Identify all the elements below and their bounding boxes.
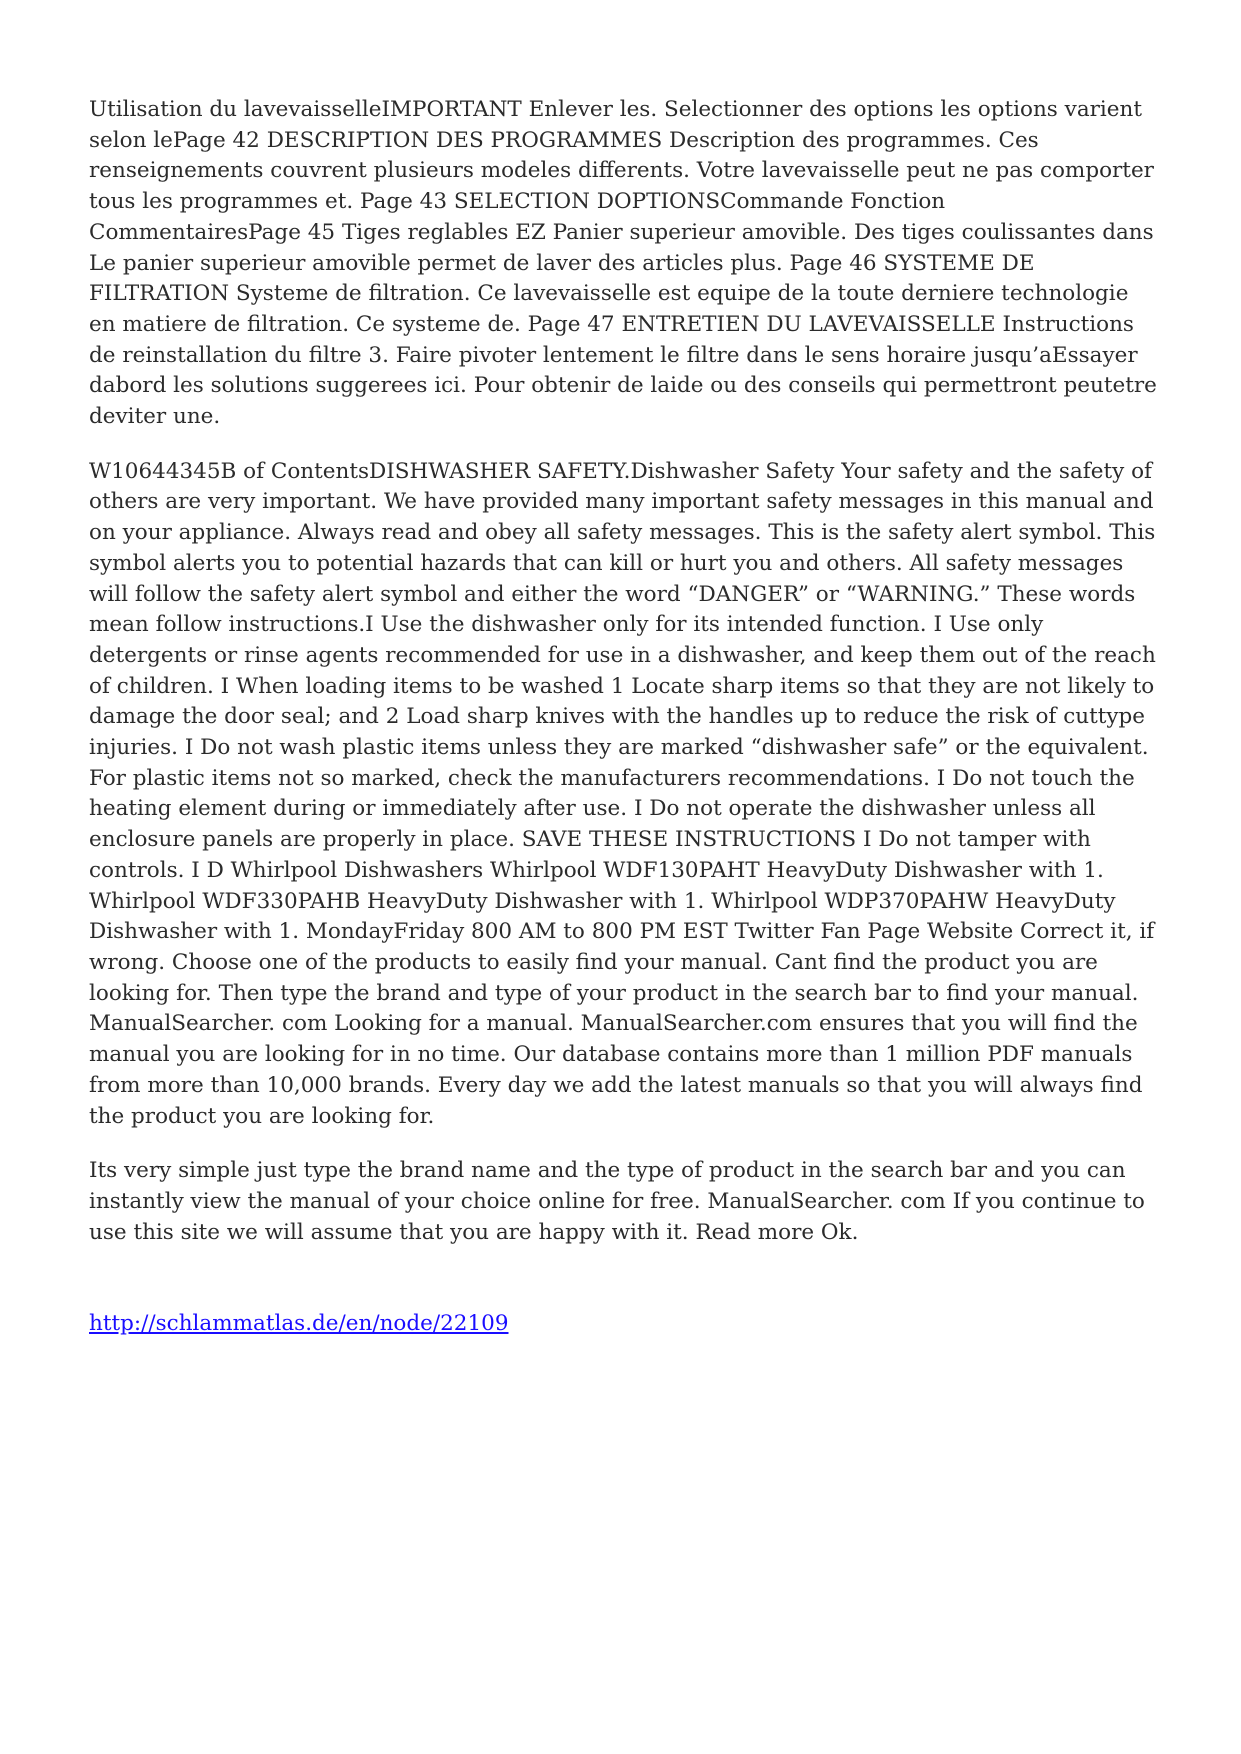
paragraph-search-notice: Its very simple just type the brand name and the type of product in the search bar and you can instantly view the manual of your choice online for free. ManualSearcher. com If you continue to use this site we will assume that you are happy with it. Read more Ok. <box>89 1158 1145 1245</box>
paragraph-dishwasher-safety: W10644345B of ContentsDISHWASHER SAFETY.Dishwasher Safety Your safety and the safety of others are very important. We have provided many important safety messages in this manual and on your appliance. Always read and obey all safety messages. This is the safety alert symbol. This symbol alerts you to potential hazards that can kill or hurt you and others. All safety messages will follow the safety alert symbol and either the word “DANGER” or “WARNING.” These words mean follow instructions.I Use the dishwasher only for its intended function. I Use only detergents or rinse agents recommended for use in a dishwasher, and keep them out of the reach of children. I When loading items to be washed 1 Locate sharp items so that they are not likely to damage the door seal; and 2 Load sharp knives with the handles up to reduce the risk of cuttype injuries. I Do not wash plastic items unless they are marked “dishwasher safe” or the equivalent. For plastic items not so marked, check the manufacturers recommendations. I Do not touch the heating element during or immediately after use. I Do not operate the dishwasher unless all enclosure panels are properly in place. SAVE THESE INSTRUCTIONS I Do not tamper with controls. I D Whirlpool Dishwashers Whirlpool WDF130PAHT HeavyDuty Dishwasher with 1. Whirlpool WDF330PAHB HeavyDuty Dishwasher with 1. Whirlpool WDP370PAHW HeavyDuty Dishwasher with 1. MondayFriday 800 AM to 800 PM EST Twitter Fan Page Website Correct it, if wrong. Choose one of the products to easily find your manual. Cant find the product you are looking for. Then type the brand and type of your product in the search bar to find your manual. ManualSearcher. com Looking for a manual. ManualSearcher.com ensures that you will find the manual you are looking for in no time. Our database contains more than 1 million PDF manuals from more than 10,000 brands. Every day we add the latest manuals so that you will always find the product you are looking for. <box>89 458 1156 1129</box>
source-link[interactable]: http://schlammatlas.de/en/node/22109 <box>89 1311 509 1336</box>
paragraph-french-instructions: Utilisation du lavevaisselleIMPORTANT Enlever les. Selectionner des options les options varient selon lePage 42 DESCRIPTION DES PROGRAMMES Description des programmes. Ces renseignements couvrent plusieurs modeles differents. Votre lavevaisselle peut ne pas comporter tous les programmes et. Page 43 SELECTION DOPTIONSCommande Fonction CommentairesPage 45 Tiges reglables EZ Panier superieur amovible. Des tiges coulissantes dans Le panier superieur amovible permet de laver des articles plus. Page 46 SYSTEME DE FILTRATION Systeme de filtration. Ce lavevaisselle est equipe de la toute derniere technologie en matiere de filtration. Ce systeme de. Page 47 ENTRETIEN DU LAVEVAISSELLE Instructions de reinstallation du filtre 3. Faire pivoter lentement le filtre dans le sens horaire jusqu’aEssayer dabord les solutions suggerees ici. Pour obtenir de laide ou des conseils qui permettront peutetre deviter une. <box>89 97 1157 430</box>
document-body <box>89 95 1159 1272</box>
source-link-block <box>89 1309 509 1339</box>
